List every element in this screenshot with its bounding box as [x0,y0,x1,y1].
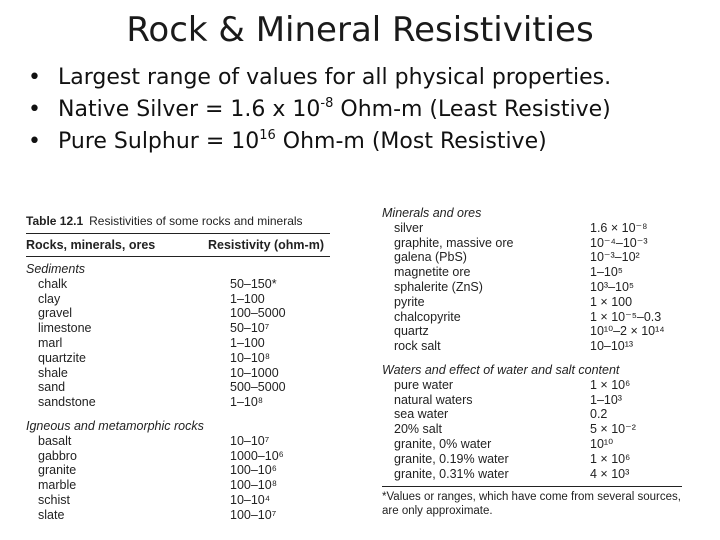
resistivity-value: 1.6 × 10⁻⁸ [590,220,648,235]
column-header-value: Resistivity (ohm-m) [208,238,324,252]
resistivity-value: 1 × 100 [590,294,633,309]
material-name: granite [38,463,77,478]
table-spacer [26,410,336,419]
table-left-column [26,262,336,523]
resistivity-value: 10¹⁰ [590,436,614,451]
table-section-heading [382,206,692,221]
column-header-name: Rocks, minerals, ores [26,238,156,252]
table-row [382,280,692,295]
table-top-rule [26,233,330,234]
bullet-text: Largest range of values for all physical properties. [58,65,612,90]
material-name: gabbro [38,448,77,463]
material-name: clay [38,291,61,306]
table-row [26,336,336,351]
table-section-heading [26,419,336,434]
bullet-text-post: Ohm-m (Least Resistive) [333,97,611,122]
material-name: chalk [38,276,68,291]
table-row [26,395,336,410]
material-name: gravel [38,306,73,321]
material-name: granite, 0.31% water [394,466,509,481]
table-row [26,434,336,449]
table-row [26,277,336,292]
table-row [382,324,692,339]
table-row [26,380,336,395]
resistivity-value: 100–10⁷ [230,507,277,522]
resistivity-value: 1 × 10⁻⁵–0.3 [590,309,662,324]
table-row [26,366,336,381]
section-label: Sediments [26,262,86,276]
resistivity-value: 50–10⁷ [230,321,270,336]
material-name: limestone [38,321,92,336]
bullet-text-pre: Native Silver = 1.6 x 10 [58,97,321,122]
table-caption-text: Resistivities of some rocks and minerals [89,214,303,228]
material-name: sphalerite (ZnS) [394,279,483,294]
material-name: granite, 0% water [394,436,492,451]
material-name: sea water [394,407,449,422]
table-row [382,265,692,280]
bullet-exponent: 16 [259,128,276,143]
material-name: slate [38,507,65,522]
bullet-item [28,94,611,126]
resistivity-value: 100–10⁶ [230,463,277,478]
resistivity-value: 5 × 10⁻² [590,422,636,437]
material-name: marl [38,335,63,350]
material-name: silver [394,220,424,235]
resistivity-value: 10–10⁴ [230,492,271,507]
table-row [382,437,692,452]
table-bottom-rule [382,486,682,487]
bullet-list [28,62,611,158]
bullet-dot-icon: • [28,129,41,154]
bullet-text-post: Ohm-m (Most Resistive) [275,129,547,154]
table-row [26,463,336,478]
section-label: Waters and effect of water and salt content [382,362,620,377]
table-section-heading [382,363,692,378]
resistivity-value: 100–10⁸ [230,478,277,493]
table-row [26,493,336,508]
material-name: pyrite [394,294,425,309]
material-name: natural waters [394,392,473,407]
resistivity-value: 1–100 [230,335,265,350]
material-name: galena (PbS) [394,250,467,265]
resistivity-value: 10–10¹³ [590,339,634,354]
resistivity-value: 10–10⁷ [230,433,270,448]
table-row [382,393,692,408]
table-header-rule [26,256,330,257]
material-name: magnetite ore [394,265,471,280]
table-row [26,351,336,366]
table-row [26,478,336,493]
resistivity-value: 1–10³ [590,392,622,407]
table-row [382,295,692,310]
material-name: shale [38,365,68,380]
table-row [26,306,336,321]
resistivity-value: 1–100 [230,291,265,306]
material-name: chalcopyrite [394,309,461,324]
table-caption [26,214,303,228]
material-name: quartzite [38,350,86,365]
bullet-text-pre: Pure Sulphur = 10 [58,129,260,154]
resistivity-value: 1–10⁸ [230,395,264,410]
table-row [382,236,692,251]
resistivity-value: 10–10⁸ [230,350,271,365]
table-row [382,310,692,325]
resistivity-value: 10³–10⁵ [590,279,635,294]
material-name: marble [38,478,77,493]
table-row [382,250,692,265]
page-title: Rock & Mineral Resistivities [126,10,594,50]
resistivity-value: 100–5000 [230,306,286,321]
section-label: Igneous and metamorphic rocks [26,418,204,433]
material-name: quartz [394,324,429,339]
bullet-dot-icon: • [28,65,41,90]
material-name: rock salt [394,339,441,354]
material-name: sandstone [38,395,96,410]
table-row [26,449,336,464]
table-row [26,321,336,336]
table-row [382,378,692,393]
table-row [382,407,692,422]
resistivity-value: 10⁻³–10² [590,250,640,265]
resistivity-value: 50–150* [230,276,277,291]
resistivity-value: 10–1000 [230,365,279,380]
resistivity-value: 500–5000 [230,380,286,395]
material-name: 20% salt [394,422,442,437]
material-name: sand [38,380,66,395]
table-row [382,452,692,467]
table-row [382,339,692,354]
table-footnote: *Values or ranges, which have come from several sources, are only approximate. [382,491,681,517]
table-row [382,221,692,236]
resistivity-value: 1–10⁵ [590,265,623,280]
resistivity-value: 1000–10⁶ [230,448,284,463]
resistivity-value: 10⁻⁴–10⁻³ [590,235,648,250]
bullet-exponent: -8 [320,96,334,111]
table-row [382,467,692,482]
table-right-column [382,206,692,481]
resistivity-value: 4 × 10³ [590,466,630,481]
table-spacer [382,354,692,363]
bullet-dot-icon: • [28,97,41,122]
material-name: pure water [394,377,454,392]
material-name: basalt [38,433,72,448]
table-label: Table 12.1 [26,214,84,228]
table-row [26,292,336,307]
resistivity-value: 1 × 10⁶ [590,451,631,466]
material-name: graphite, massive ore [394,235,514,250]
resistivity-value: 0.2 [590,407,608,422]
material-name: granite, 0.19% water [394,451,509,466]
table-row [26,508,336,523]
table-row [382,422,692,437]
resistivity-value: 10¹⁰–2 × 10¹⁴ [590,324,665,339]
table-section-heading [26,262,336,277]
material-name: schist [38,492,70,507]
bullet-item [28,62,611,94]
bullet-item [28,126,611,158]
resistivity-value: 1 × 10⁶ [590,377,631,392]
section-label: Minerals and ores [382,206,482,220]
